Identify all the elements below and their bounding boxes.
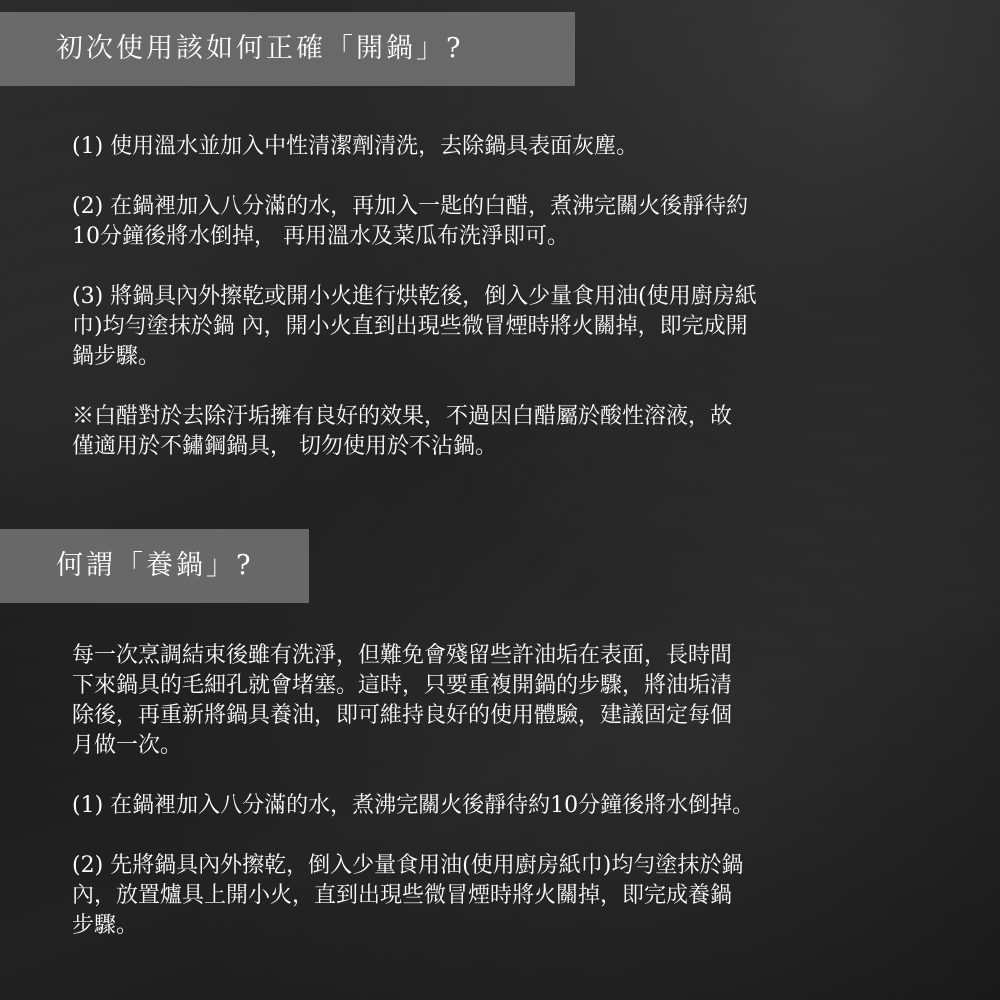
text-line: 巾)均勻塗抹於鍋 內，開小火直到出現些微冒煙時將火關掉，即完成開 [72,314,748,339]
text-line: (1) 使用溫水並加入中性清潔劑清洗，去除鍋具表面灰塵。 [72,134,639,159]
text-line: 每一次烹調結束後雖有洗淨，但難免會殘留些許油垢在表面，長時間 [72,643,733,668]
text-line: 月做一次。 [72,733,183,758]
note-paragraph [72,402,952,462]
section-title-seasoning: 何謂「養鍋」? [0,529,309,603]
text-line: 下來鍋具的毛細孔就會堵塞。這時，只要重複開鍋的步驟，將油垢清 [72,673,733,698]
section-body-first-use [72,132,952,462]
text-line: (2) 在鍋裡加入八分滿的水，再加入一匙的白醋，煮沸完關火後靜待約 [72,194,749,219]
section-body-seasoning [72,641,952,941]
step-1-paragraph [72,132,952,162]
text-line: ※白醋對於去除汙垢擁有良好的效果，不過因白醋屬於酸性溶液，故 [72,404,733,429]
step-3-paragraph [72,282,952,372]
text-line: 鍋步驟。 [72,344,161,369]
section-title-first-use: 初次使用該如何正確「開鍋」? [0,12,575,86]
text-line: (1) 在鍋裡加入八分滿的水，煮沸完關火後靜待約10分鐘後將水倒掉。 [72,793,755,818]
text-line: (3) 將鍋具內外擦乾或開小火進行烘乾後，倒入少量食用油(使用廚房紙 [72,284,757,309]
text-line: 僅適用於不鏽鋼鍋具， 切勿使用於不沾鍋。 [72,434,497,459]
text-line: 內，放置爐具上開小火，直到出現些微冒煙時將火關掉，即完成養鍋 [72,883,733,908]
text-line: 10分鐘後將水倒掉， 再用溫水及菜瓜布洗淨即可。 [72,224,569,249]
step-2-paragraph [72,192,952,252]
text-line: 除後，再重新將鍋具養油，即可維持良好的使用體驗，建議固定每個 [72,703,733,728]
step-1-paragraph [72,791,952,821]
step-2-paragraph [72,851,952,941]
text-line: 步驟。 [72,913,139,938]
text-line: (2) 先將鍋具內外擦乾，倒入少量食用油(使用廚房紙巾)均勻塗抹於鍋 [72,853,744,878]
intro-paragraph [72,641,952,761]
